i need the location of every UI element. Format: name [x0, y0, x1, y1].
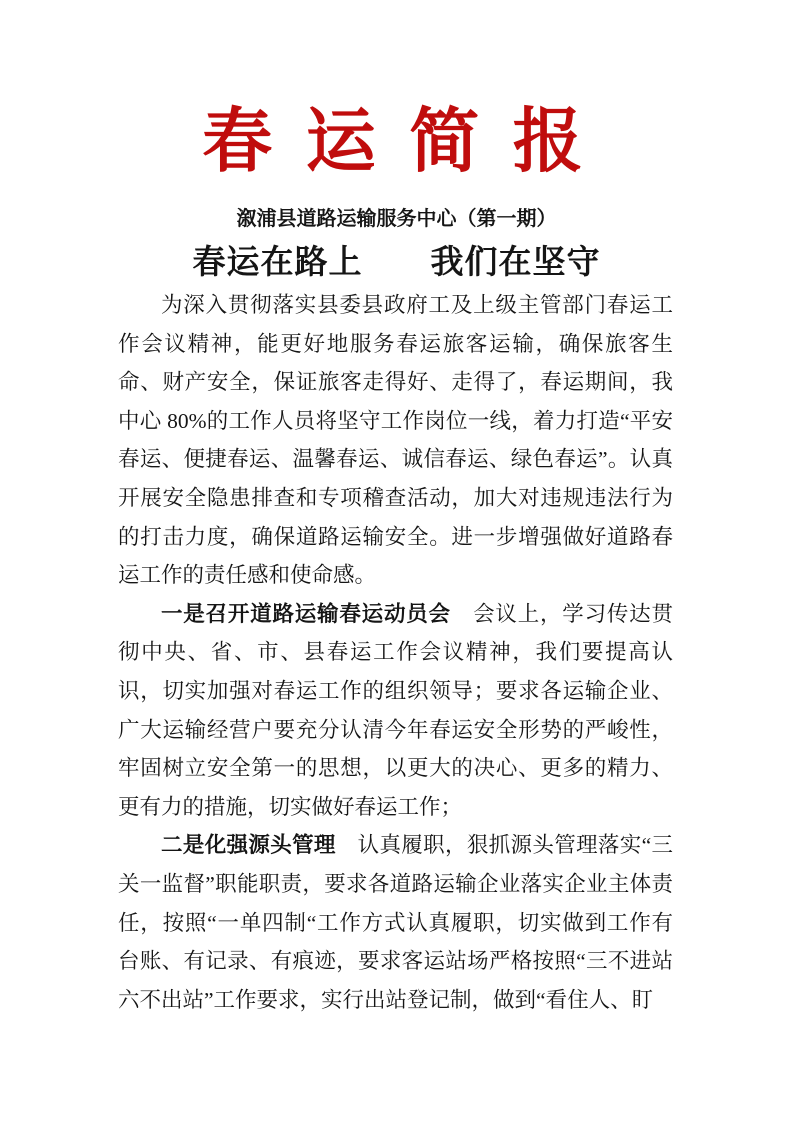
paragraph-item-2	[118, 826, 673, 1019]
paragraph-item-1	[118, 595, 673, 827]
paragraph-item-1-lead: 一是召开道路运输春运动员会	[161, 601, 451, 626]
paragraph-intro-text: 为深入贯彻落实县委县政府工及上级主管部门春运工作会议精神，能更好地服务春运旅客运输，确保旅客生命、财产安全，保证旅客走得好、走得了，春运期间，我中心 80%的工作人员将坚守工作岗位一线，着力打造“平安春运、便捷春运、温馨春运、诚信春运、绿色春运”。认真开展安全隐患排查和专项稽查活动，加大对违规违法行为的打击力度，确保道路运输安全。进一步增强做好道路春运工作的责任感和使命感。	[118, 293, 673, 588]
paragraph-intro	[118, 286, 673, 595]
issuing-org-line: 溆浦县道路运输服务中心（第一期）	[236, 208, 557, 230]
paragraph-item-1-text: 会议上，学习传达贯彻中央、省、市、县春运工作会议精神，我们要提高认识，切实加强对春运工作的组织领导；要求各运输企业、广大运输经营户要充分认清今年春运安全形势的严峻性，牢固树立安全第一的思想，以更大的决心、更多的精力、更有力的措施，切实做好春运工作；	[118, 601, 673, 819]
paragraph-item-2-text: 认真履职，狠抓源头管理落实“三关一监督”职能职责，要求各道路运输企业落实企业主体责任，按照“一单四制“工作方式认真履职，切实做到工作有台账、有记录、有痕迹，要求客运站场严格按照“三不进站六不出站”工作要求，实行出站登记制，做到“看住人、盯	[118, 833, 673, 1012]
article-body	[118, 286, 673, 1019]
paragraph-item-2-lead: 二是化强源头管理	[161, 833, 336, 858]
bulletin-title: 春 运 简 报	[202, 104, 591, 181]
article-heading: 春运在路上 我们在坚守	[192, 243, 601, 280]
